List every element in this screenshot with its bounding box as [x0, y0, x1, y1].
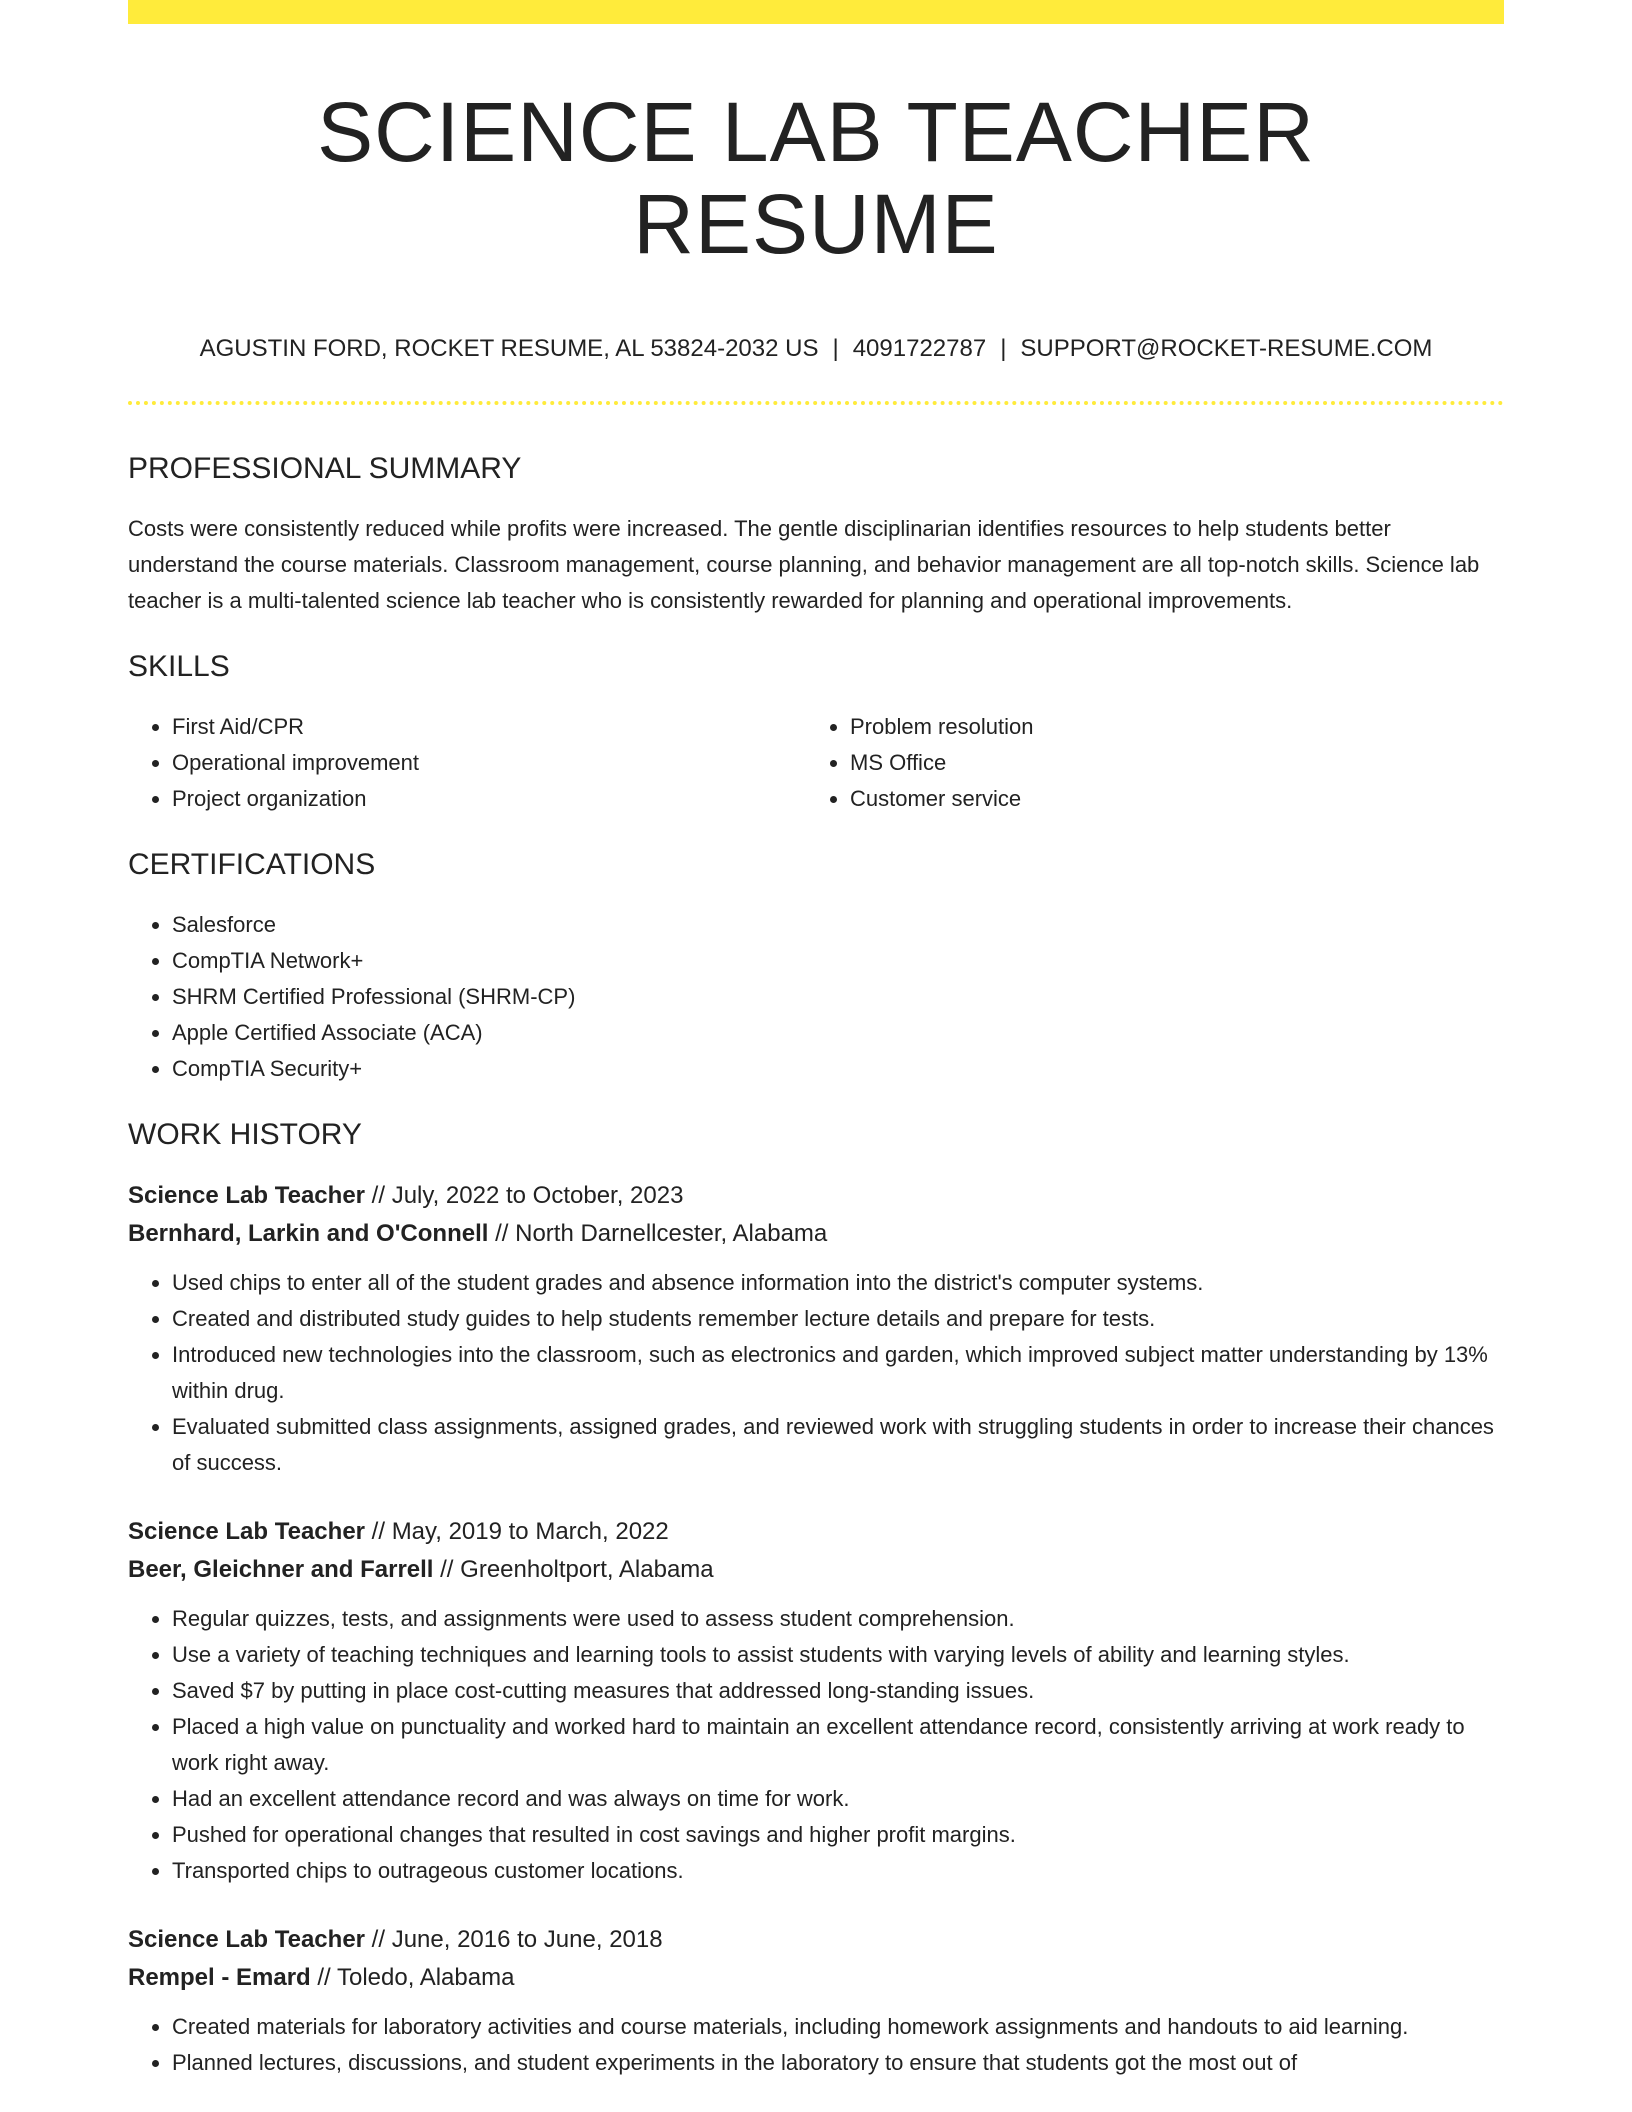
- top-accent-bar: [128, 0, 1504, 24]
- skill-item: • Operational improvement: [172, 745, 806, 781]
- skill-item: • MS Office: [850, 745, 1484, 781]
- job-bullet: • Evaluated submitted class assignments, assigned grades, and reviewed work with struggling students in order to increase their chances of success.: [172, 1409, 1504, 1481]
- job-bullet: • Transported chips to outrageous customer locations.: [172, 1853, 1504, 1889]
- job-bullet: • Placed a high value on punctuality and worked hard to maintain an excellent attendance record, consistently arriving at work ready to work right away.: [172, 1709, 1504, 1781]
- job-separator: //: [440, 1555, 454, 1583]
- skill-item: • Customer service: [850, 781, 1484, 817]
- work-history-heading: WORK HISTORY: [128, 1117, 362, 1151]
- certification-item: • CompTIA Network+: [172, 943, 1504, 979]
- job-bullet: • Regular quizzes, tests, and assignments were used to assess student comprehension.: [172, 1601, 1504, 1637]
- contact-separator: |: [1000, 334, 1007, 362]
- certification-item: • SHRM Certified Professional (SHRM-CP): [172, 979, 1504, 1015]
- job-company: Rempel - Emard: [128, 1963, 311, 1991]
- job-location: North Darnellcester, Alabama: [515, 1219, 828, 1247]
- job-dates: May, 2019 to March, 2022: [391, 1517, 669, 1545]
- job-separator: //: [317, 1963, 331, 1991]
- certification-item: • Apple Certified Associate (ACA): [172, 1015, 1504, 1051]
- contact-phone: 4091722787: [852, 334, 987, 362]
- job-bullets: [128, 2009, 1504, 2081]
- job-title-line: [128, 1513, 1504, 1551]
- job-company: Beer, Gleichner and Farrell: [128, 1555, 434, 1583]
- job-company-line: [128, 1551, 1504, 1589]
- skill-item: • Project organization: [172, 781, 806, 817]
- job-bullet: • Had an excellent attendance record and was always on time for work.: [172, 1781, 1504, 1817]
- job-separator: //: [371, 1517, 386, 1545]
- summary-heading: PROFESSIONAL SUMMARY: [128, 451, 522, 485]
- job-bullet: • Pushed for operational changes that resulted in cost savings and higher profit margins.: [172, 1817, 1504, 1853]
- job-bullet: • Saved $7 by putting in place cost-cutting measures that addressed long-standing issues.: [172, 1673, 1504, 1709]
- job-company: Bernhard, Larkin and O'Connell: [128, 1219, 489, 1247]
- certifications-heading: CERTIFICATIONS: [128, 847, 376, 881]
- job-title: Science Lab Teacher: [128, 1517, 365, 1545]
- contact-address: AGUSTIN FORD, ROCKET RESUME, AL 53824-2032 US: [199, 334, 819, 362]
- job-title: Science Lab Teacher: [128, 1181, 365, 1209]
- certification-item: • CompTIA Security+: [172, 1051, 1504, 1087]
- job-bullet: • Created materials for laboratory activities and course materials, including homework assignments and handouts to aid learning.: [172, 2009, 1504, 2045]
- job-bullet: • Used chips to enter all of the student grades and absence information into the district's computer systems.: [172, 1265, 1504, 1301]
- job-bullet: • Created and distributed study guides to help students remember lecture details and prepare for tests.: [172, 1301, 1504, 1337]
- dotted-divider: [128, 401, 1504, 405]
- job-bullet: • Planned lectures, discussions, and student experiments in the laboratory to ensure that students got the most out of: [172, 2045, 1504, 2081]
- skill-item: • First Aid/CPR: [172, 709, 806, 745]
- job-separator: //: [371, 1181, 386, 1209]
- skills-columns: [128, 709, 1504, 817]
- skills-list-right: [806, 709, 1484, 817]
- job-dates: June, 2016 to June, 2018: [391, 1925, 663, 1953]
- contact-email[interactable]: SUPPORT@ROCKET-RESUME.COM: [1020, 334, 1433, 362]
- resume-page: [128, 0, 1504, 2081]
- job-company-line: [128, 1215, 1504, 1253]
- certification-item: • Salesforce: [172, 907, 1504, 943]
- job-separator: //: [371, 1925, 386, 1953]
- job-title-line: [128, 1177, 1504, 1215]
- job-dates: July, 2022 to October, 2023: [391, 1181, 684, 1209]
- job-title: Science Lab Teacher: [128, 1925, 365, 1953]
- skills-list-left: [128, 709, 806, 817]
- contact-line: [128, 333, 1504, 365]
- summary-text: Costs were consistently reduced while profits were increased. The gentle disciplinarian identifies resources to help students better understand the course materials. Classroom management, course planning, and behavior management are all top-notch skills. Science lab teacher is a multi-talented science lab teacher who is consistently rewarded for planning and operational improvements.: [128, 515, 1480, 613]
- job-location: Toledo, Alabama: [336, 1963, 515, 1991]
- contact-separator: |: [832, 334, 839, 362]
- job-separator: //: [495, 1219, 509, 1247]
- skills-heading: SKILLS: [128, 649, 230, 683]
- resume-title: SCIENCE LAB TEACHER RESUME: [317, 85, 1315, 272]
- job-bullets: [128, 1265, 1504, 1481]
- job-bullet: • Introduced new technologies into the classroom, such as electronics and garden, which improved subject matter understanding by 13% within drug.: [172, 1337, 1504, 1409]
- job-location: Greenholtport, Alabama: [460, 1555, 714, 1583]
- job-title-line: [128, 1921, 1504, 1959]
- skill-item: • Problem resolution: [850, 709, 1484, 745]
- job-bullets: [128, 1601, 1504, 1889]
- job-bullet: • Use a variety of teaching techniques and learning tools to assist students with varying levels of ability and learning styles.: [172, 1637, 1504, 1673]
- certifications-list: [128, 907, 1504, 1087]
- job-company-line: [128, 1959, 1504, 1997]
